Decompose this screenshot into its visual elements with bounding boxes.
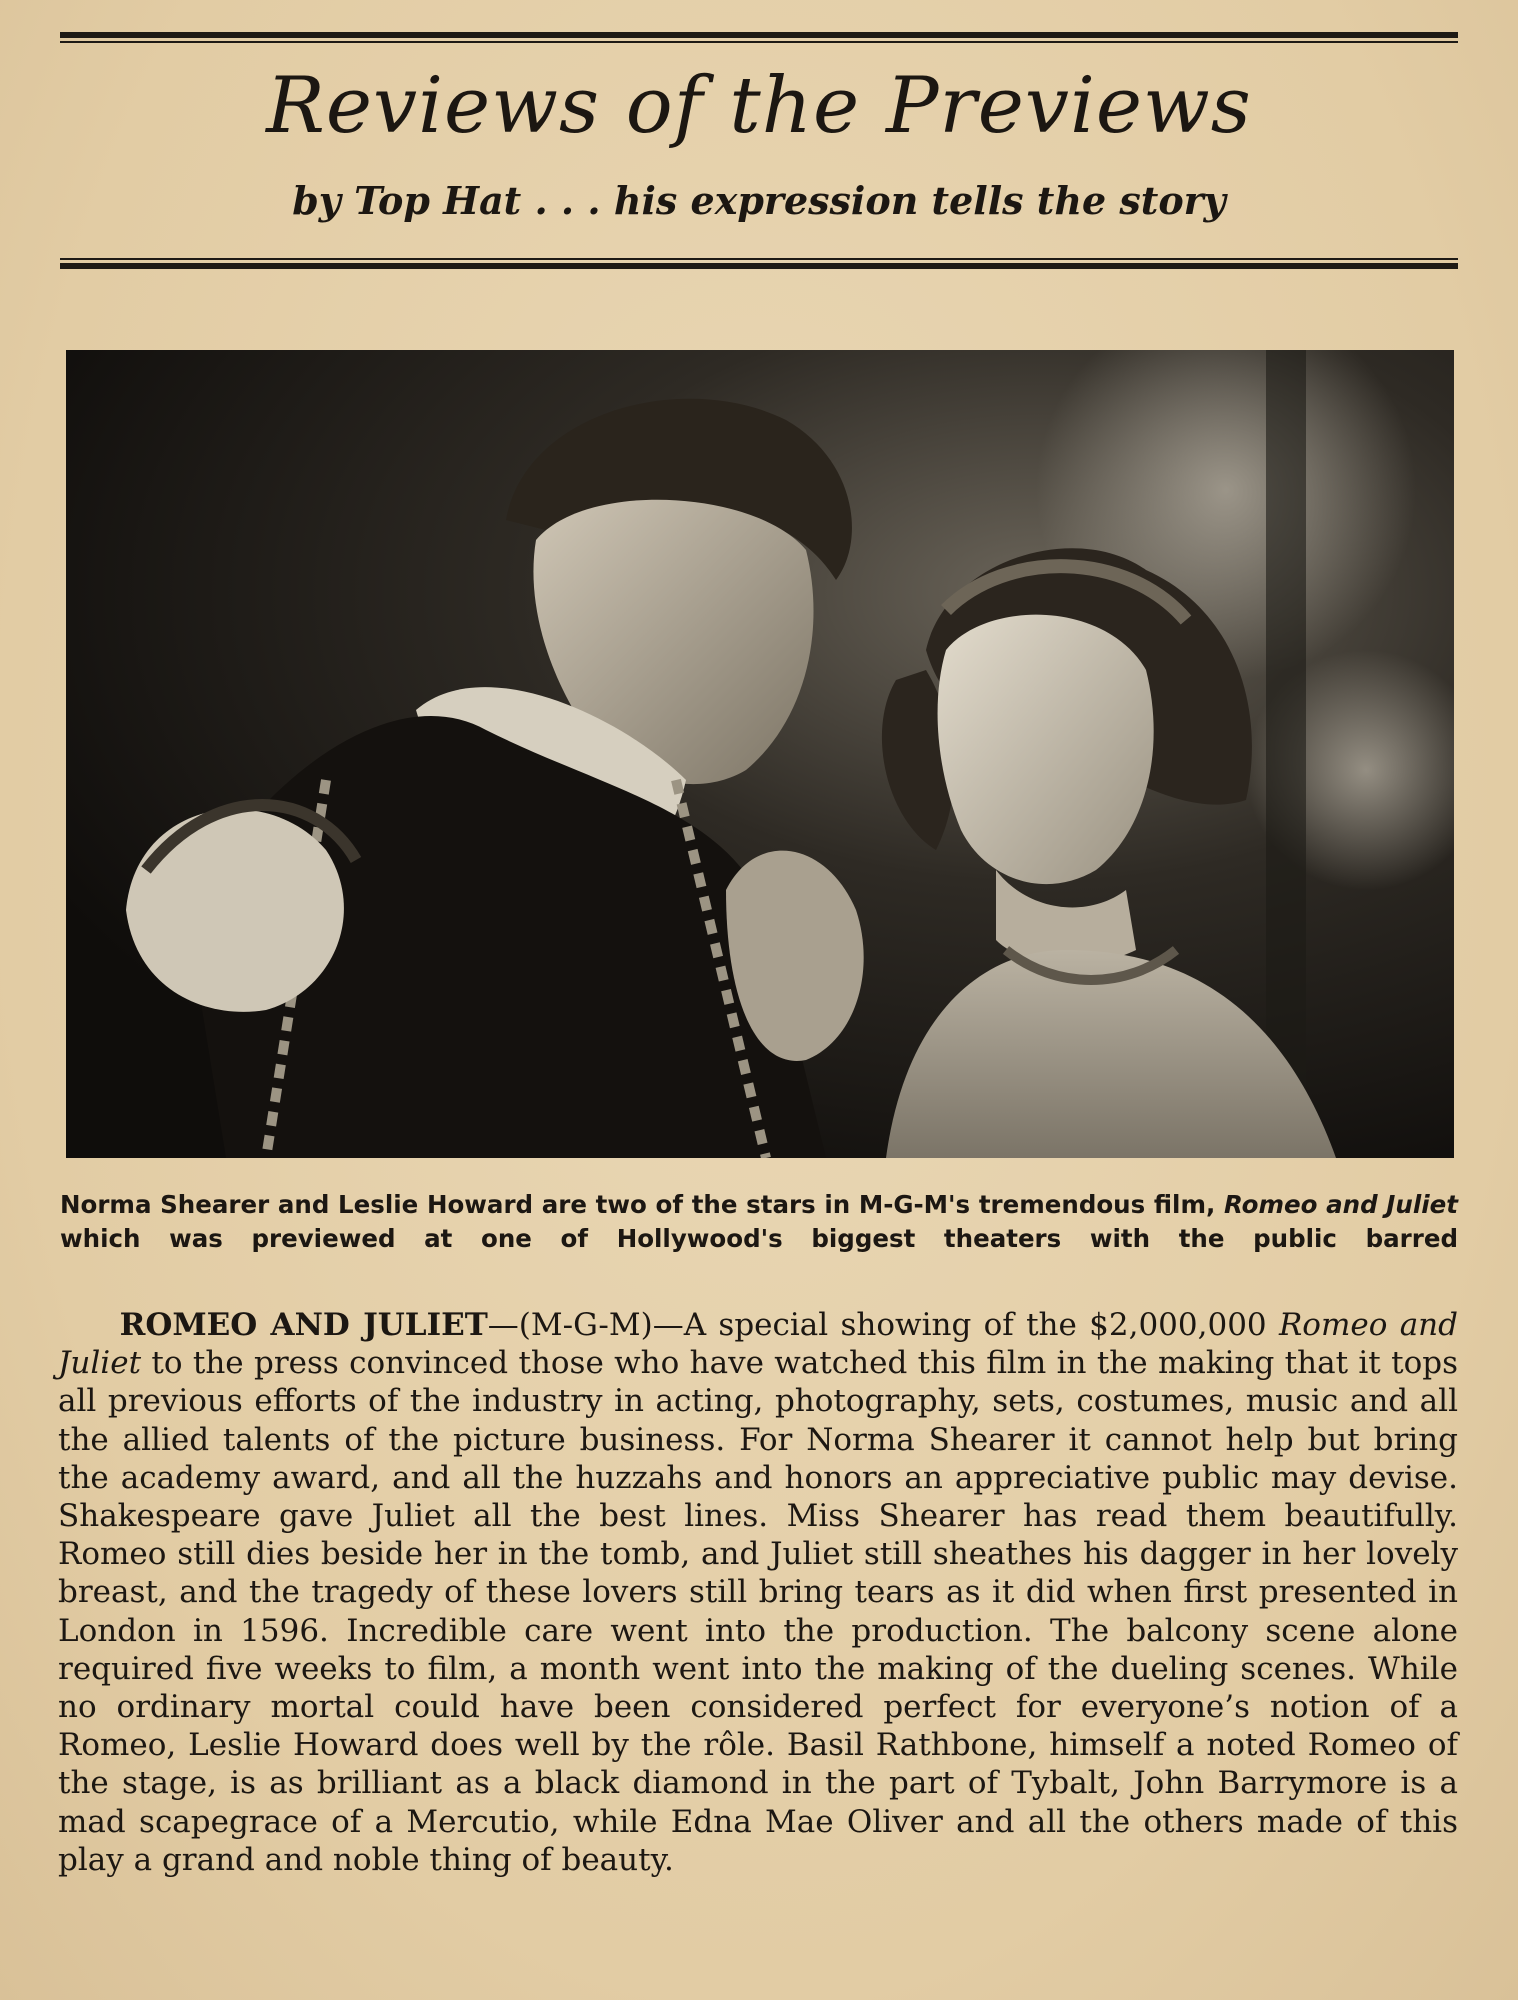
review-film-title: Romeo and Juliet <box>58 1307 1458 1382</box>
photo-caption <box>60 1188 1458 1256</box>
caption-text-1: Norma Shearer and Leslie Howard are two of the stars in M-G-M's tremendous film, <box>60 1190 1224 1219</box>
caption-text-2: which was previewed at one of Hollywood's biggest theaters with the public barred <box>60 1224 1458 1253</box>
review-paragraph: to the press convinced those who have watched this film in the making that it tops all previous efforts of the industry in acting, photography, sets, costumes, music and all the allied talents of the picture business. For Norma Shearer it cannot help but bring the academy award, and all the huzzahs and honors an appreciative public may devise. Shakespeare gave Juliet all the best lines. Miss Shearer has read them beautifully. Romeo still dies beside her in the tomb, and Juliet still sheathes his dagger in her lovely breast, and the tragedy of these lovers still bring tears as it did when first presented in London in 1596. Incredible care went into the production. The balcony scene alone required five weeks to film, a month went into the making of the dueling scenes. While no ordinary mortal could have been considered perfect for everyone’s notion of a Romeo, Leslie Howard does well by the rôle. Basil Rathbone, himself a noted Romeo of the stage, is as brilliant as a black diamond in the part of Tybalt, John Barrymore is a mad scapegrace of a Mercutio, while Edna Mae Oliver and all the others made of this play a grand and noble thing of beauty. <box>58 1345 1458 1878</box>
review-studio: —(M-G-M)— <box>487 1307 684 1343</box>
review-body <box>58 1306 1458 1879</box>
top-double-rule <box>60 32 1458 43</box>
review-intro: A special showing of the $2,000,000 <box>683 1307 1279 1343</box>
page-title: Reviews of the Previews <box>266 61 1252 151</box>
review-lead-title: ROMEO AND JULIET <box>119 1307 488 1343</box>
caption-film-title: Romeo and Juliet <box>1223 1190 1458 1219</box>
bottom-double-rule <box>60 258 1458 269</box>
byline: by Top Hat . . . his expression tells the story <box>292 178 1226 223</box>
film-still-photo <box>66 350 1454 1158</box>
photo-illustration <box>66 350 1454 1158</box>
